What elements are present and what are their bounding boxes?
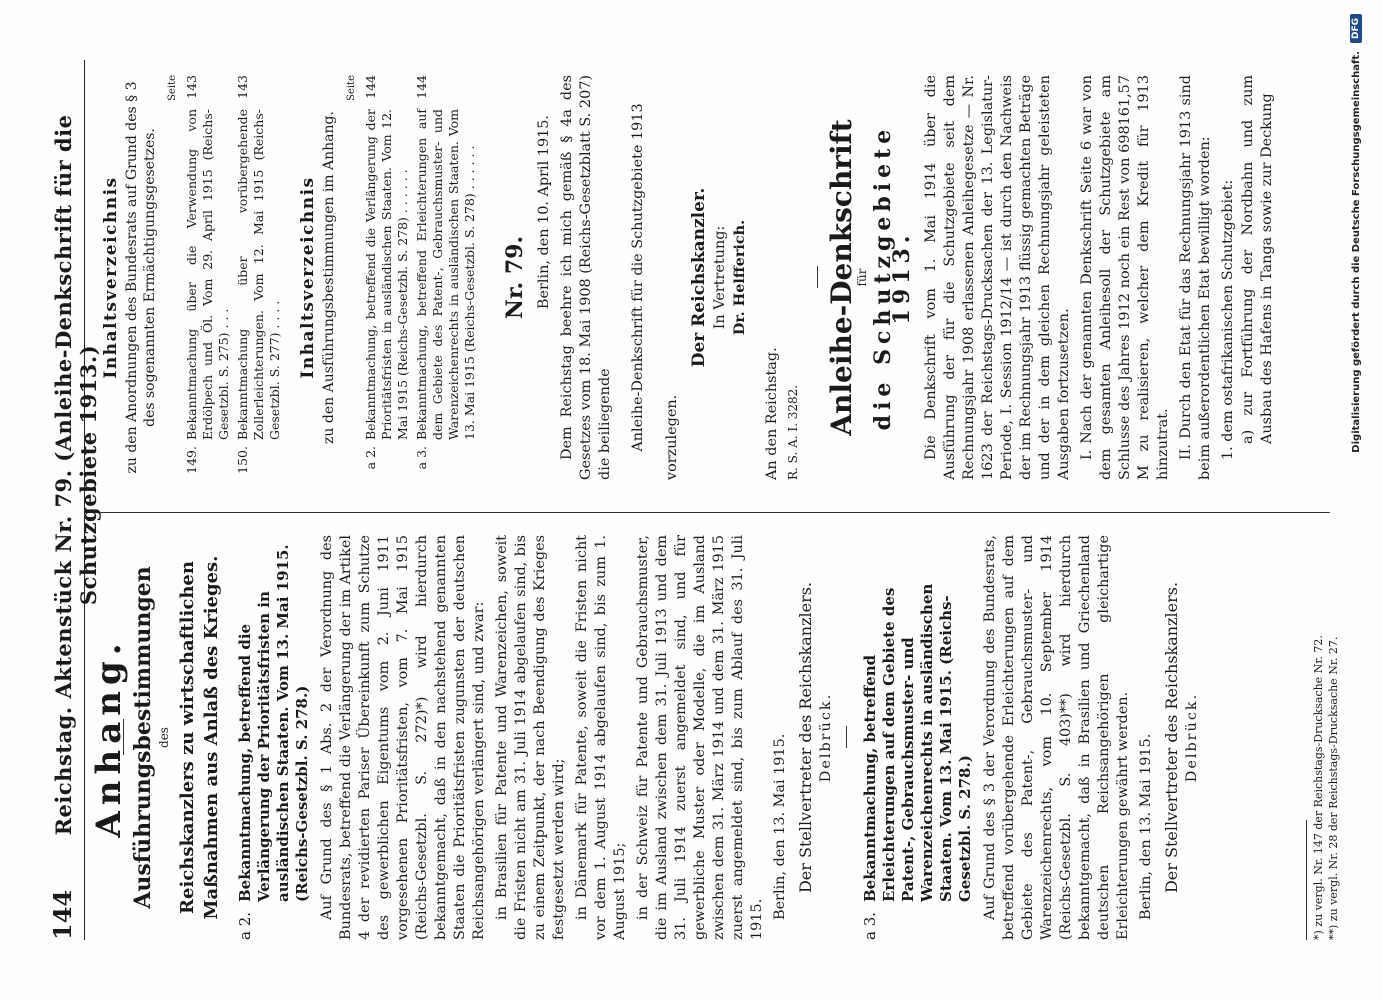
letter-vorzulegen: vorzulegen. (663, 394, 680, 480)
item-3-date: Berlin, den 13. Mai 1915. (1138, 733, 1154, 920)
toc-entry-number: 150. (235, 446, 250, 474)
item-3-signature: Der Stellvertreter des Reichskanzlers. (1162, 581, 1181, 894)
item-2-date: Berlin, den 13. Mai 1915. (772, 733, 788, 920)
toc-entry (235, 75, 283, 480)
item-2-heading (236, 535, 312, 940)
item-2-brazil: in Brasilien für Patente und Warenzeichen, soweit die Fristen nicht am 31. Juli 1914 abgelaufen sind, bis zu einem Zeitpunkt, der nach Beendigung des Krieges festgesetzt werden wird; (494, 535, 567, 940)
item-3-signer: Delbrück. (1184, 692, 1200, 783)
letter-addressee: An den Reichstag. (763, 347, 780, 480)
item-2-denmark: in Dänemark für Patente, soweit die Fristen nicht vor dem 1. August 1914 abgelaufen sind, bis zum 1. August 1915; (574, 535, 628, 940)
item-2-signer: Delbrück. (818, 692, 834, 783)
toc-entry-text: Bekanntmachung über die Verwendung von Erdölpech und Öl. Vom 29. April 1915 (Reichs-Gesetzbl. S. 275) . . . (184, 109, 231, 440)
running-title: Reichstag. Aktenstück Nr. 79. (Anleihe-Denkschrift für die Schutzgebiete 1913.) (51, 114, 101, 836)
footnote-1: *) zu vergl. Nr. 147 der Reichstags-Drucksache Nr. 72. (1312, 635, 1325, 940)
toc-entry (184, 75, 232, 480)
toc-2-seite: Seite (346, 75, 357, 101)
toc-entry-page: 144 (363, 75, 378, 99)
denkschrift-list-1a: a) zur Fortführung der Nordbahn und zum Ausbau des Hafens in Tanga sowie zur Deckung (1239, 75, 1275, 444)
footnote-rule (1306, 820, 1307, 940)
toc-entry (414, 75, 478, 480)
footnote-2: **) zu vergl. Nr. 28 der Reichstags-Drucksache Nr. 27. (1327, 636, 1340, 940)
toc-entry-text: Bekanntmachung, betreffend die Verlängerung der Prioritätsfristen in ausländischen Staaten. Vom 12. Mai 1915 (Reichs-Gesetzbl. S. 278) . . . . . . (363, 109, 410, 440)
item-2-paragraph: Auf Grund des § 1 Abs. 2 der Verordnung des Bundesrats, betreffend die Verlängerung der im Artikel 4 der revidierten Pariser Übereinkunft zum Schutze des gewerblichen Eigentums vom 2. Juni 1911 vorgesehenen Prioritätsfristen, vom 7. Mai 1915 (Reichs-Gesetzbl. S. 272)*) wird hierdurch bekanntgemacht, daß in den nachstehend genannten Staaten die Prioritätsfristen zugunsten der deutschen Reichsangehörigen verlängert sind, und zwar: (319, 535, 487, 940)
item-2-signature: Der Stellvertreter des Reichskanzlers. (796, 581, 815, 894)
denkschrift-fuer: für (854, 268, 869, 287)
toc-entry-number: a 3. (414, 446, 429, 470)
toc-1-title: Inhaltsverzeichnis (101, 176, 121, 379)
letter-body: Dem Reichstag beehre ich mich gemäß § 4a des Gesetzes vom 18. Mai 1908 (Reichs-Gesetzblatt S. 207) die beiliegende (559, 75, 613, 480)
denkschrift-paragraph-3: II. Durch den Etat für das Rechnungsjahr 1913 sind beim außerordentlichen Etat bewilligt worden: (1177, 75, 1213, 480)
page-header (48, 60, 101, 940)
item-3-heading (861, 535, 975, 940)
letter-vertretung: In Vertretung: (711, 225, 728, 330)
item-3-mark: a 3. (861, 911, 879, 940)
item-3-title: Bekanntmachung, betreffend Erleichterungen auf dem Gebiete des Patent-, Gebrauchsmuster- und Warenzeichenrechts in ausländischen Staaten. Vom 13. Mai 1915. (Reichs-Gesetzbl. S. 278.) (861, 583, 974, 902)
toc-entry-page: 144 (414, 75, 429, 99)
section-subtitle: Ausführungsbestimmungen (130, 566, 156, 909)
toc-entry-text: Bekanntmachung über vorübergehende Zollerleichterungen. Vom 12. Mai 1915 (Reichs-Gesetzbl. S. 277) . . . . (235, 109, 282, 440)
document-number: Nr. 79. (502, 235, 528, 320)
left-column (89, 535, 1208, 940)
toc-entry-number: a 2. (363, 446, 378, 470)
toc-entry-page: 143 (235, 75, 250, 99)
des-word: des (157, 727, 171, 748)
right-column (98, 75, 1278, 480)
denkschrift-list-1: 1. dem ostafrikanischen Schutzgebiet: (1219, 179, 1236, 460)
column-divider (100, 512, 1330, 513)
toc-2-subtitle: zu den Ausführungsbestimmungen im Anhang. (321, 111, 337, 444)
letter-date: Berlin, den 10. April 1915. (536, 115, 552, 310)
toc-1-seite: Seite (167, 75, 178, 101)
letter-reference: R. S. A. I. 3282. (785, 384, 800, 480)
page-number: 144 (48, 889, 77, 940)
letter-signature: Der Reichskanzler. (688, 187, 709, 368)
dfg-logo: DFG (1350, 14, 1362, 43)
denkschrift-paragraph-1: Die Denkschrift vom 1. Mai 1914 über die Ausführung der für die Schutzgebiete seit dem Rechnungsjahr 1908 erlassenen Anleihegesetze — Nr. 1623 der Reichstags-Drucksachen der 13. Legislatur-Periode, I. Session 1912/14 — ist durch den Nachweis der im Rechnungsjahr 1913 flüssig gemachten Beträge und der in dem gleichen Rechnungsjahr geleisteten Ausgaben fortzusetzen. (922, 75, 1072, 480)
item-2-mark: a 2. (236, 911, 254, 940)
item-separator (846, 727, 847, 749)
item-2-switzerland: in der Schweiz für Patente und Gebrauchsmuster, die im Ausland zwischen dem 31. Juli 1913 und dem 31. Juli 1914 zuerst angemeldet sind, und für gewerbliche Muster oder Modelle, die im Ausland zwischen dem 31. März 1914 und dem 31. März 1915 zuerst angemeldet sind, bis zum Ablauf des 31. Juli 1915. (635, 535, 765, 940)
denkschrift-subtitle: die Schutzgebiete 1913. (869, 124, 915, 431)
toc-entry-text: Bekanntmachung, betreffend Erleichterungen auf dem Gebiete des Patent-, Gebrauchsmuster- und Warenzeichenrechts in ausländischen Staaten. Vom 13. Mai 1915 (Reichs-Gesetzbl. S. 278) . . . . . . (414, 109, 477, 440)
letter-document-name: Anleihe-Denkschrift für die Schutzgebiete 1913 (630, 103, 647, 452)
toc-2-title: Inhaltsverzeichnis (298, 176, 318, 379)
digitization-notice (1336, 0, 1376, 1000)
toc-entry (363, 75, 411, 480)
item-3-paragraph: Auf Grund des § 3 der Verordnung des Bundesrats, betreffend vorübergehende Erleichterungen auf dem Gebiete des Patent-, Gebrauchsmuster- und Warenzeichenrechts, vom 10. September 1914 (Reichs-Gesetzbl. S. 403)**) wird hierdurch bekanntgemacht, daß in Brasilien und Griechenland deutschen Reichsangehörigen gleichartige Erleichterungen gewährt werden. (982, 535, 1131, 940)
toc-entry-number: 149. (184, 446, 199, 474)
denkschrift-paragraph-2: I. Nach der genannten Denkschrift Seite 6 war von dem gesamten Anleihesoll der Schutzgebiete am Schlusse des Jahres 1912 noch ein Rest von 698161,57 M zu realisieren, welcher dem Kredit für 1913 hinzutrat. (1078, 75, 1171, 480)
toc-entry-page: 143 (184, 75, 199, 99)
denkschrift-title: Anleihe-Denkschrift (824, 119, 858, 436)
item-2-title: Bekanntmachung, betreffend die Verlängerung der Prioritätsfristen in ausländischen Staaten. Vom 13. Mai 1915. (Reichs-Gesetzbl. S. 278.) (236, 544, 311, 902)
appendix-title: Anhang. (89, 637, 129, 838)
section-separator (817, 267, 818, 289)
toc-1-subtitle: zu den Anordnungen des Bundesrats auf Grund des § 3 des sogenannten Ermächtigungsgesetzes. (124, 81, 158, 474)
digitization-notice-text: Digitalisierung gefördert durch die Deutsche Forschungsgemeinschaft. (1350, 51, 1362, 453)
letter-signer: Dr. Helfferich. (730, 219, 748, 336)
section-heading: Reichskanzlers zu wirtschaftlichen Maßnahmen aus Anlaß des Krieges. (177, 555, 222, 920)
